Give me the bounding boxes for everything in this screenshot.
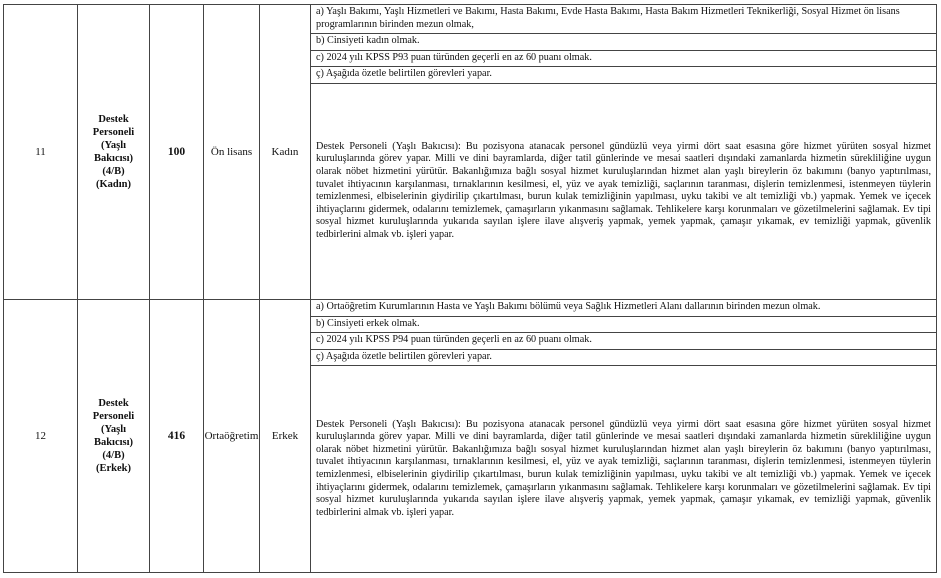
positions-table [3, 4, 937, 573]
table-row [4, 300, 937, 573]
condition-a: a) Ortaöğretim Kurumlarının Hasta ve Yaşlı Bakımı bölümü veya Sağlık Hizmetleri Alanı dallarının birinden mezun olmak. [311, 300, 936, 317]
position-line: Personeli [92, 127, 135, 138]
quota: 100 [150, 5, 204, 300]
education-level: Ön lisans [204, 5, 260, 300]
gender: Kadın [260, 5, 311, 300]
condition-c-cedilla: ç) Aşağıda özetle belirtilen görevleri yapar. [311, 350, 936, 367]
position-line: Bakıcısı) [93, 153, 134, 164]
condition-b: b) Cinsiyeti erkek olmak. [311, 317, 936, 334]
quota: 416 [150, 300, 204, 573]
position-line: Destek [98, 114, 129, 125]
table-row [4, 5, 937, 300]
row-number: 12 [4, 300, 78, 573]
duty-description-text: Destek Personeli (Yaşlı Bakıcısı): Bu pozisyona atanacak personel gündüzlü veya yirmi dört saat esasına göre hizmet yürüten sosyal hizmet kuruluşlarında görev yapar. Milli ve dini bayramlarda, diğer tatil günlerinde ve mesai saatleri dışındaki zamanlarda hizmetin sürekliliğine uygun olarak nöbet hizmetini yürütür. Bakanlığımıza bağlı sosyal hizmet kuruluşlarından hizmet alan yaşlı bireylerin öz bakımını (banyo yaptırılması, tuvalet ihtiyacının karşılanması, tırnaklarının kesilmesi, el, yüz ve ayak temizliği, saçlarının taranması, dişlerin temizlenmesi, istenmeyen tüylerin temizlenmesi, elbiselerinin giydirilip çıkartılması, burun kulak temizliğinin yapılması, uyku takibi ve alt temizliği vb.) yapmak. Yemek ve içecek ihtiyaçlarını gidermek, odalarını temizlemek, çamaşırların yıkanmasını sağlamak. Tehlikelere karşı korunmaları ve gözetilmelerini sağlamak. Ev tipi sosyal hizmet kuruluşlarında yukarıda sayılan işlere ilave alışveriş yapmak, yemek yapmak, çamaşır yıkamak, ev temizliği yapmak, güvenlik tedbirlerini almak vb. işleri yapar. [316, 418, 931, 518]
position-title [78, 300, 150, 573]
conditions-cell [311, 300, 937, 573]
row-number: 11 [4, 5, 78, 300]
condition-b: b) Cinsiyeti kadın olmak. [311, 34, 936, 51]
position-line: Bakıcısı) [93, 437, 134, 448]
education-level: Ortaöğretim [204, 300, 260, 573]
condition-c: c) 2024 yılı KPSS P94 puan türünden geçerli en az 60 puanı olmak. [311, 333, 936, 350]
position-line: Destek [98, 398, 129, 409]
condition-a: a) Yaşlı Bakımı, Yaşlı Hizmetleri ve Bakımı, Hasta Bakımı, Evde Hasta Bakımı, Hasta Bakım Hizmetleri Teknikerliği, Sosyal Hizmet ön lisans programlarının birinden mezun olmak, [311, 5, 936, 34]
position-title [78, 5, 150, 300]
position-line: Personeli [92, 411, 135, 422]
duty-description [311, 84, 936, 300]
duty-description [311, 366, 936, 572]
condition-c-cedilla: ç) Aşağıda özetle belirtilen görevleri yapar. [311, 67, 936, 84]
position-line: (Yaşlı [100, 140, 127, 151]
position-line: (Kadın) [95, 179, 131, 190]
position-line: (4/B) [102, 166, 125, 177]
conditions-cell [311, 5, 937, 300]
position-line: (Yaşlı [100, 424, 127, 435]
duty-description-text: Destek Personeli (Yaşlı Bakıcısı): Bu pozisyona atanacak personel gündüzlü veya yirmi dört saat esasına göre hizmet yürüten sosyal hizmet kuruluşlarında görev yapar. Milli ve dini bayramlarda, diğer tatil günlerinde ve mesai saatleri dışındaki zamanlarda hizmetin sürekliliğine uygun olarak nöbet hizmetini yürütür. Bakanlığımıza bağlı sosyal hizmet kuruluşlarından hizmet alan yaşlı bireylerin öz bakımını (banyo yaptırılması, tuvalet ihtiyacının karşılanması, tırnaklarının kesilmesi, el, yüz ve ayak temizliği, saçlarının taranması, dişlerin temizlenmesi, istenmeyen tüylerin temizlenmesi, elbiselerinin giydirilip çıkartılması, burun kulak temizliğinin yapılması, uyku takibi ve alt temizliği vb.) yapmak. Yemek ve içecek ihtiyaçlarını gidermek, odalarını temizlemek, çamaşırların yıkanmasını sağlamak. Tehlikelere karşı korunmaları ve gözetilmelerini sağlamak. Ev tipi sosyal hizmet kuruluşlarında yukarıda sayılan işlere ilave alışveriş yapmak, yemek yapmak, çamaşır yıkamak, ev temizliği yapmak, güvenlik tedbirlerini almak vb. işleri yapar. [316, 140, 931, 241]
position-line: (Erkek) [96, 463, 131, 474]
gender: Erkek [260, 300, 311, 573]
position-line: (4/B) [102, 450, 125, 461]
condition-c: c) 2024 yılı KPSS P93 puan türünden geçerli en az 60 puanı olmak. [311, 51, 936, 68]
